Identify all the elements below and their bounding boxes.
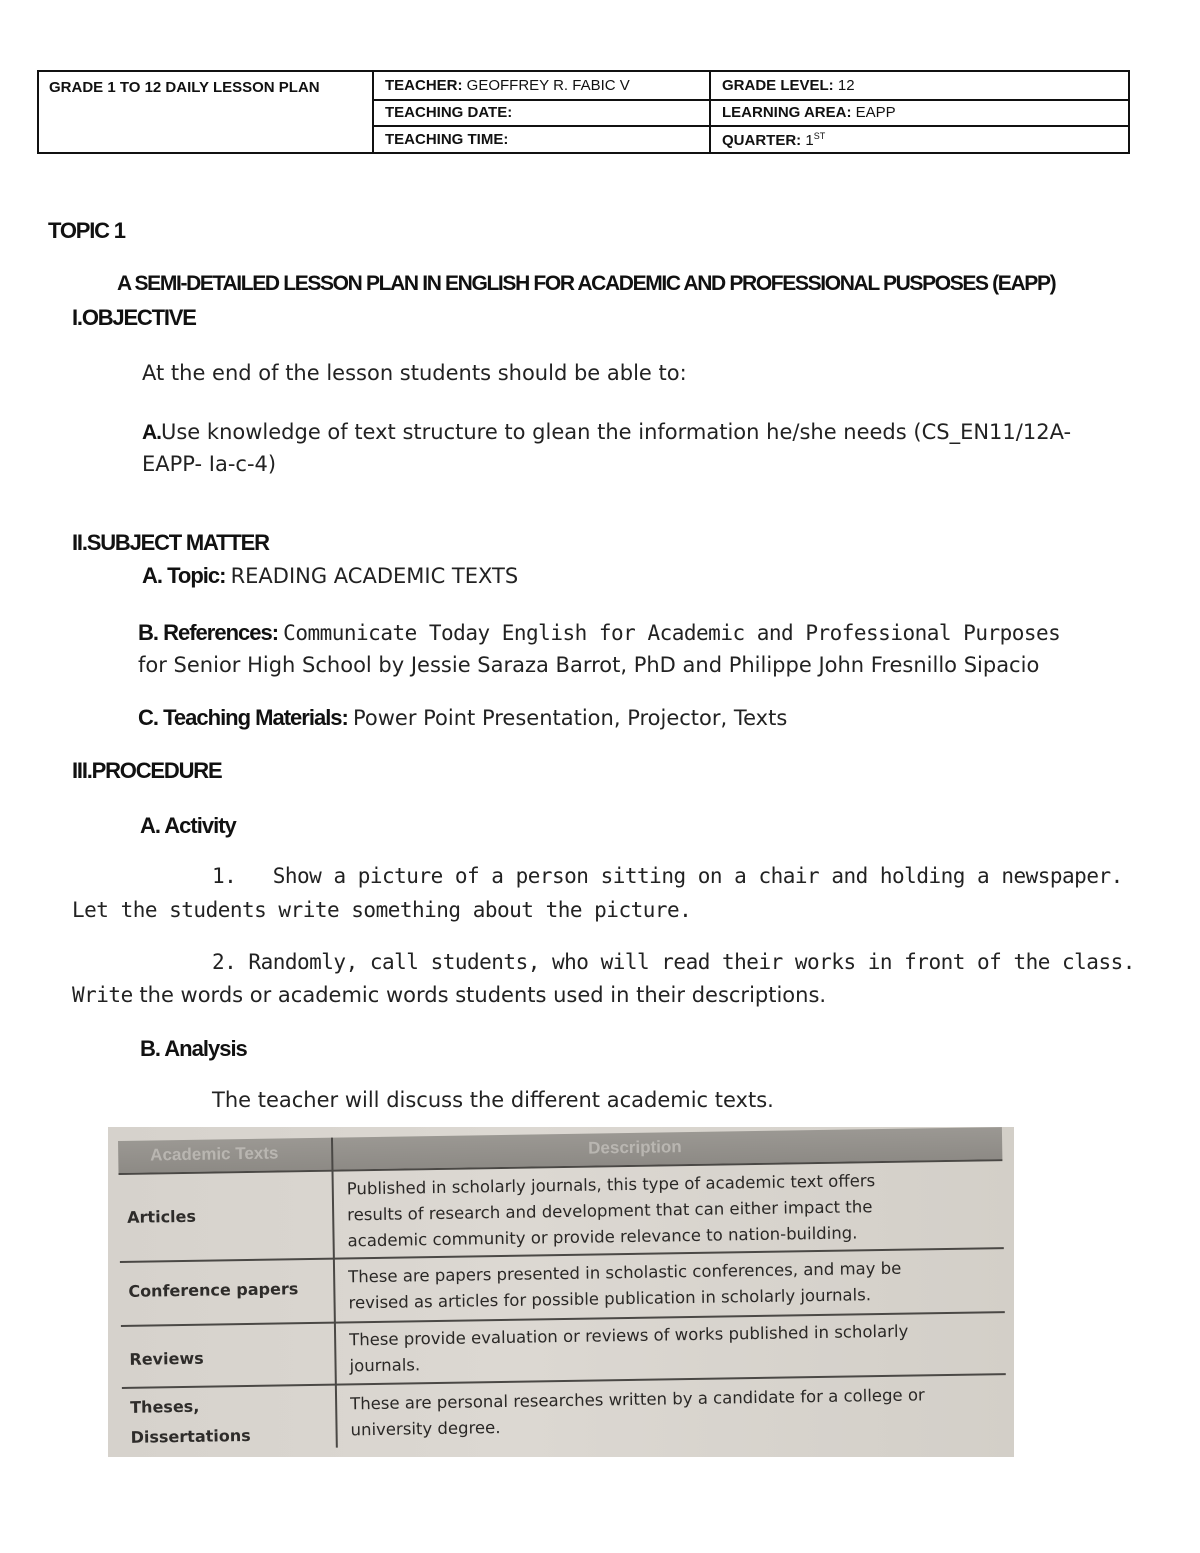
activity-step-2-cont [72,983,826,1007]
desc-line: Published in scholarly journals, this type of academic text offers [346,1171,876,1199]
references-line1: Communicate Today English for Academic and Professional Purposes [283,621,1061,645]
theses-label: Theses, [130,1396,200,1417]
teaching-materials-value: Power Point Presentation, Projector, Texts [352,706,788,730]
subject-references [138,620,1060,646]
subject-matter-heading: II.SUBJECT MATTER [72,530,269,555]
teaching-date-cell [375,101,709,126]
quarter-value: 1 [805,132,814,149]
topic-heading: TOPIC 1 [48,218,125,243]
objective-heading: I.OBJECTIVE [72,305,196,330]
grade-level-value: 12 [837,77,855,94]
grade-level-cell [712,72,1130,99]
references-line2: for Senior High School by Jessie Saraza Barrot, PhD and Philippe John Fresnillo Sipacio [138,653,1040,677]
teaching-materials-label: C. Teaching Materials: [138,705,348,730]
academic-texts-table-photo [108,1127,1014,1457]
teaching-time-cell [375,127,709,152]
table-header-academic-texts: Academic Texts [150,1143,279,1165]
objective-intro: At the end of the lesson students should be able to: [142,361,687,385]
academic-texts-table [118,1127,1007,1451]
step-2-text: the words or academic words students used in their descriptions. [132,983,827,1007]
row-conference-papers-name: Conference papers [128,1279,299,1301]
desc-line: academic community or provide relevance to nation-building. [347,1223,858,1251]
desc-line: journals. [349,1355,421,1376]
desc-line: results of research and development that can either impact the [347,1197,873,1225]
table-header-description: Description [588,1137,682,1158]
row-articles-name: Articles [127,1206,197,1227]
step-2-write: Write [72,983,133,1007]
row-theses-name [130,1391,251,1453]
table-row [119,1159,1004,1261]
row-reviews-desc [349,1317,1000,1379]
quarter-superscript: ST [813,131,826,141]
learning-area-value: EAPP [855,104,896,121]
objective-item-text: Use knowledge of text structure to glean the information he/she needs (CS_EN11/12A- [161,420,1072,444]
desc-line: university degree. [350,1418,501,1440]
desc-line: revised as articles for possible publication in scholarly journals. [348,1285,872,1313]
step-1-number: 1. [212,864,237,888]
lesson-plan-title: A SEMI-DETAILED LESSON PLAN IN ENGLISH FOR ACADEMIC AND PROFESSIONAL PUSPOSES (EAPP) [117,272,1056,295]
activity-heading: A. Activity [140,813,236,838]
analysis-heading: B. Analysis [140,1036,247,1061]
lesson-plan-header-table [37,70,1130,154]
activity-step-1-cont: Let the students write something about the picture. [72,898,692,922]
step-1-text: Show a picture of a person sitting on a chair and holding a newspaper. [272,864,1123,888]
procedure-heading: III.PROCEDURE [72,758,222,783]
teaching-time-label: TEACHING TIME: [385,131,509,148]
dissertations-label: Dissertations [130,1425,251,1447]
subject-topic-value: READING ACADEMIC TEXTS [230,564,519,588]
header-divider [372,72,374,152]
grade-level-label: GRADE LEVEL: [722,77,834,94]
teaching-materials [138,705,787,731]
learning-area-label: LEARNING AREA: [722,104,852,121]
references-label: B. References: [138,620,279,645]
analysis-text: The teacher will discuss the different academic texts. [212,1088,774,1112]
desc-line: These are papers presented in scholastic conferences, and may be [348,1258,902,1287]
activity-step-1 [212,864,1123,888]
quarter-label: QUARTER: [722,132,802,149]
teacher-cell [375,72,709,99]
activity-step-2: 2. Randomly, call students, who will read their works in front of the class. [212,950,1135,974]
objective-item-label: A. [142,421,161,444]
teacher-value: GEOFFREY R. FABIC V [466,77,630,94]
row-theses-desc [350,1381,1001,1443]
objective-item-code: EAPP- Ia-c-4) [142,452,277,476]
desc-line: These provide evaluation or reviews of works published in scholarly [349,1321,909,1350]
desc-line: These are personal researches written by a candidate for a college or [350,1385,925,1414]
teacher-label: TEACHER: [385,77,463,94]
subject-topic [142,563,518,589]
table-row [122,1373,1007,1457]
subject-topic-label: A. Topic: [142,563,226,588]
objective-item [142,420,1071,445]
header-title: GRADE 1 TO 12 DAILY LESSON PLAN [49,79,320,96]
row-articles-desc [347,1166,998,1254]
quarter-cell [712,127,1130,152]
teaching-date-label: TEACHING DATE: [385,104,513,121]
header-divider [709,72,711,152]
row-reviews-name: Reviews [129,1348,204,1369]
row-conference-papers-desc [348,1254,999,1316]
learning-area-cell [712,101,1130,126]
